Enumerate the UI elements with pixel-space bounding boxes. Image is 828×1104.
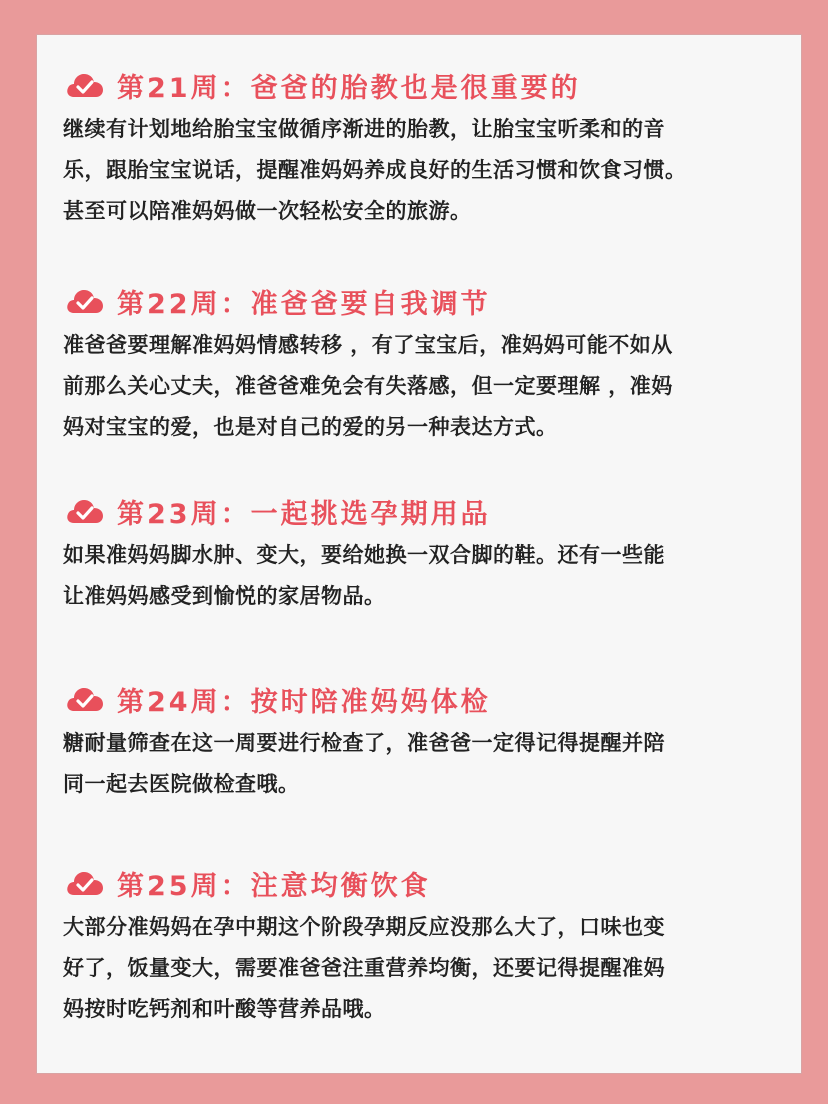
body-line: 妈对宝宝的爱，也是对自己的爱的另一种表达方式。 <box>63 415 558 439</box>
section-title: 第22周：准爸爸要自我调节 <box>117 288 491 320</box>
section-body <box>63 723 793 805</box>
body-line: 继续有计划地给胎宝宝做循序渐进的胎教，让胎宝宝听柔和的音 <box>63 117 665 141</box>
body-line: 好了，饭量变大，需要准爸爸注重营养均衡，还要记得提醒准妈 <box>63 956 665 980</box>
body-line: 准爸爸要理解准妈妈情感转移 ，有了宝宝后，准妈妈可能不如从 <box>63 333 673 357</box>
section-heading <box>63 491 793 531</box>
body-line: 同一起去医院做检查哦。 <box>63 772 300 796</box>
section-title: 第23周：一起挑选孕期用品 <box>117 498 491 530</box>
section-week-22 <box>63 281 793 448</box>
section-week-25 <box>63 863 793 1030</box>
section-body <box>63 325 793 448</box>
section-heading <box>63 281 793 321</box>
cloud-check-icon <box>65 869 105 897</box>
section-week-24 <box>63 679 793 805</box>
body-line: 甚至可以陪准妈妈做一次轻松安全的旅游。 <box>63 199 472 223</box>
cloud-check-icon <box>65 497 105 525</box>
section-heading <box>63 679 793 719</box>
section-week-23 <box>63 491 793 617</box>
body-line: 糖耐量筛查在这一周要进行检查了，准爸爸一定得记得提醒并陪 <box>63 731 665 755</box>
section-week-21 <box>63 65 793 232</box>
body-line: 妈按时吃钙剂和叶酸等营养品哦。 <box>63 997 386 1021</box>
content-card <box>36 34 802 1074</box>
cloud-check-icon <box>65 685 105 713</box>
section-heading <box>63 863 793 903</box>
section-heading <box>63 65 793 105</box>
body-line: 前那么关心丈夫，准爸爸难免会有失落感，但一定要理解 ，准妈 <box>63 374 673 398</box>
section-title: 第21周：爸爸的胎教也是很重要的 <box>117 72 581 104</box>
section-body <box>63 109 793 232</box>
section-title: 第24周：按时陪准妈妈体检 <box>117 686 491 718</box>
cloud-check-icon <box>65 287 105 315</box>
body-line: 大部分准妈妈在孕中期这个阶段孕期反应没那么大了，口味也变 <box>63 915 665 939</box>
body-line: 让准妈妈感受到愉悦的家居物品。 <box>63 584 386 608</box>
section-title: 第25周：注意均衡饮食 <box>117 870 431 902</box>
body-line: 如果准妈妈脚水肿、变大，要给她换一双合脚的鞋。还有一些能 <box>63 543 665 567</box>
section-body <box>63 535 793 617</box>
body-line: 乐，跟胎宝宝说话，提醒准妈妈养成良好的生活习惯和饮食习惯。 <box>63 158 687 182</box>
section-body <box>63 907 793 1030</box>
cloud-check-icon <box>65 71 105 99</box>
